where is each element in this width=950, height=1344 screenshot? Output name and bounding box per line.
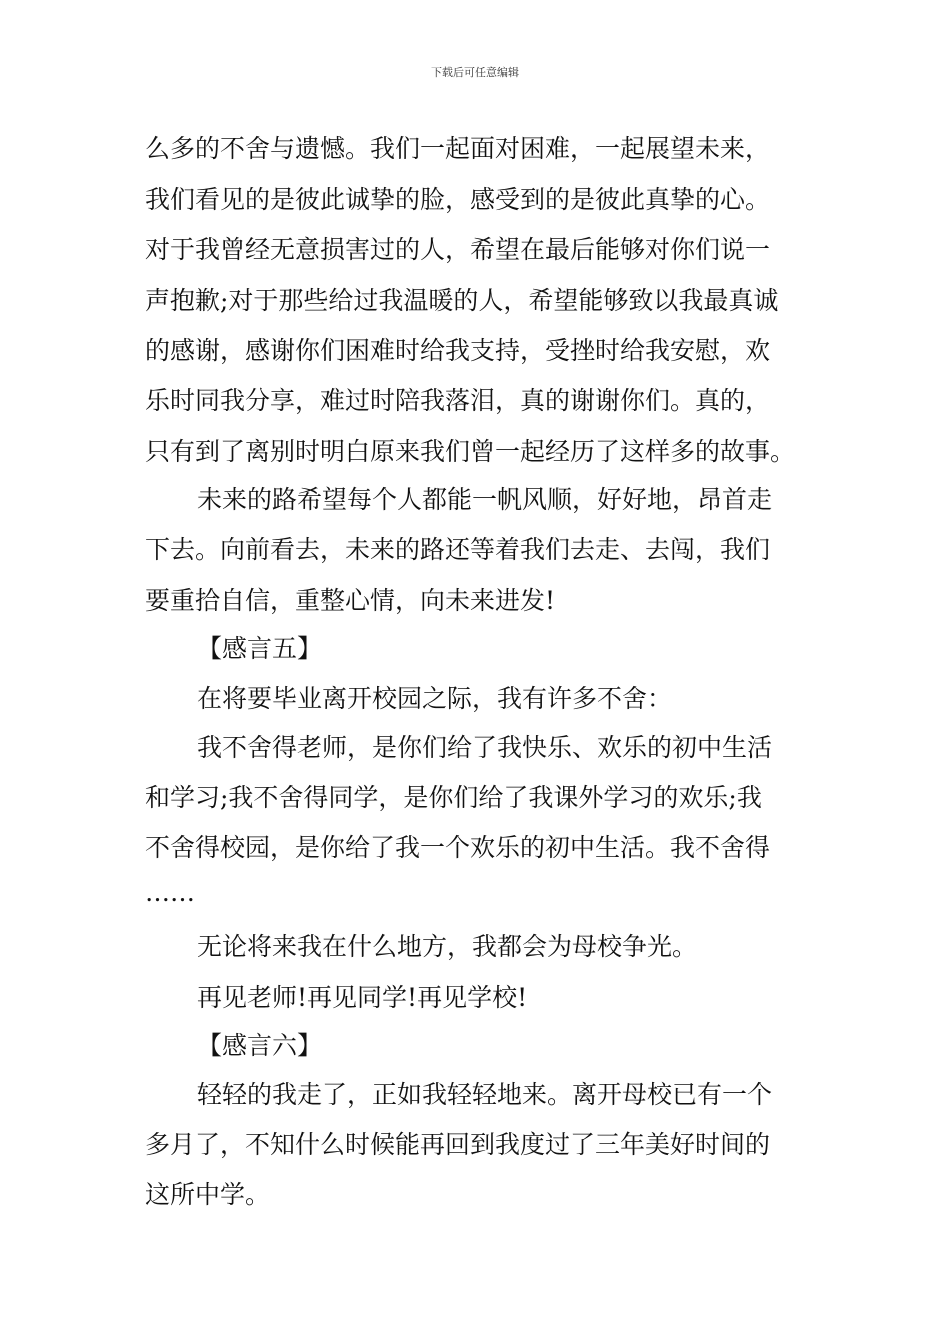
text-line: 要重拾自信，重整心情，向未来进发!: [145, 586, 556, 615]
text-line: 无论将来我在什么地方，我都会为母校争光。: [197, 932, 698, 961]
text-line: 只有到了离别时明白原来我们曾一起经历了这样多的故事。: [145, 437, 796, 466]
text-line: 对于我曾经无意损害过的人，希望在最后能够对你们说一: [145, 235, 771, 264]
text-line: 我们看见的是彼此诚挚的脸，感受到的是彼此真挚的心。: [145, 185, 771, 214]
text-line: 未来的路希望每个人都能一帆风顺，好好地，昂首走: [197, 485, 773, 514]
text-line: 我不舍得老师，是你们给了我快乐、欢乐的初中生活: [197, 733, 773, 762]
text-line: 么多的不舍与遗憾。我们一起面对困难，一起展望未来，: [145, 134, 771, 163]
text-line: ……: [145, 878, 195, 907]
text-line: 不舍得校园，是你给了我一个欢乐的初中生活。我不舍得: [145, 833, 771, 862]
text-line: 的感谢，感谢你们困难时给我支持，受挫时给我安慰，欢: [145, 336, 771, 365]
page-header-watermark: 下载后可任意编辑: [431, 66, 519, 79]
text-line: 乐时同我分享，难过时陪我落泪，真的谢谢你们。真的，: [145, 386, 771, 415]
text-line: 下去。向前看去，未来的路还等着我们去走、去闯，我们: [145, 535, 771, 564]
text-line: 声抱歉;对于那些给过我温暖的人，希望能够致以我最真诚: [145, 286, 779, 315]
section-heading: 【感言六】: [197, 1031, 323, 1060]
section-heading: 【感言五】: [197, 634, 323, 663]
text-line: 轻轻的我走了，正如我轻轻地来。离开母校已有一个: [197, 1080, 773, 1109]
text-line: 这所中学。: [145, 1180, 271, 1209]
text-line: 再见老师!再见同学!再见学校!: [197, 983, 528, 1012]
text-line: 在将要毕业离开校园之际，我有许多不舍：: [197, 684, 673, 713]
text-line: 和学习;我不舍得同学，是你们给了我课外学习的欢乐;我: [145, 783, 762, 812]
text-line: 多月了，不知什么时候能再回到我度过了三年美好时间的: [145, 1130, 771, 1159]
